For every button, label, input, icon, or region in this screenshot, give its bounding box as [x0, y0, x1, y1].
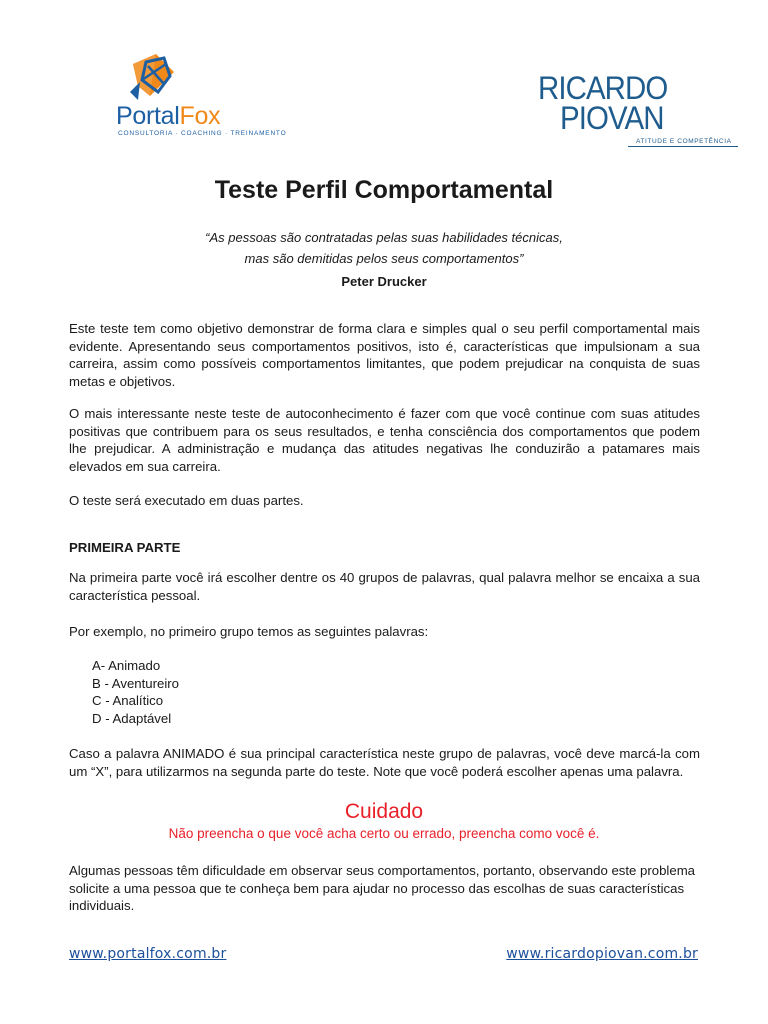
ricardo-piovan-logo — [536, 72, 736, 152]
warning-text: Não preencha o que você acha certo ou errado, preencha como você é. — [168, 826, 600, 841]
intro-paragraph-2: O mais interessante neste teste de autoconhecimento é fazer com que você continue com suas atitudes positivas que contribuem para os seus resultados, e tenha consciência dos comportamentos que podem lhe prejudicar. A administração e mudança das atitudes negativas lhe conduzirão a patamares mais elevados em sua carreira. — [69, 406, 700, 474]
intro-paragraph-1: Este teste tem como objetivo demonstrar de forma clara e simples qual o seu perfil comportamental mais evidente. Apresentando seus comportamentos positivos, isto é, características que impulsionam a sua carreira, assim como possíveis comportamentos limitantes, que podem prejudicar na conquista de suas metas e objetivos. — [69, 321, 700, 389]
intro-paragraph-3: O teste será executado em duas partes. — [69, 493, 304, 508]
ricardo-piovan-line2: PIOVAN — [560, 100, 664, 136]
document-title: Teste Perfil Comportamental — [214, 176, 554, 204]
section-paragraph-2: Por exemplo, no primeiro grupo temos as seguintes palavras: — [69, 624, 429, 639]
option-item: C - Analítico — [92, 693, 164, 709]
example-options-list — [92, 657, 179, 727]
portalfox-wordmark — [116, 104, 220, 129]
portalfox-logo — [112, 52, 287, 142]
option-item: A- Animado — [92, 658, 161, 673]
instruction-paragraph: Caso a palavra ANIMADO é sua principal característica neste grupo de palavras, você deve marcá-la com um “X”, para utilizarmos na segunda parte do teste. Note que você poderá escolher apenas uma palavra. — [69, 746, 700, 779]
ricardo-piovan-rule — [628, 146, 738, 147]
portalfox-emblem-icon — [128, 52, 178, 104]
ricardo-piovan-tagline: ATITUDE E COMPETÊNCIA — [636, 138, 732, 145]
ricardo-piovan-line1: RICARDO — [538, 70, 668, 106]
portalfox-tagline: CONSULTORIA · COACHING · TREINAMENTO — [118, 130, 287, 137]
quote-author: Peter Drucker — [341, 274, 427, 289]
section-heading: PRIMEIRA PARTE — [69, 540, 181, 555]
option-item: D - Adaptável — [92, 710, 172, 726]
option-item: B - Aventureiro — [92, 675, 179, 691]
portalfox-name-fox: Fox — [179, 102, 221, 130]
closing-paragraph: Algumas pessoas têm dificuldade em observar seus comportamentos, portanto, observando este problema solicite a uma pessoa que te conheça bem para ajudar no processo das escolhas de suas características individuais. — [69, 863, 696, 914]
quote-line-2: mas são demitidas pelos seus comportamentos” — [244, 251, 524, 266]
section-paragraph-1: Na primeira parte você irá escolher dentre os 40 grupos de palavras, qual palavra melhor se encaixa a sua característica pessoal. — [69, 570, 700, 603]
ricardopiovan-website-link[interactable]: www.ricardopiovan.com.br — [506, 946, 698, 962]
quote-line-1: “As pessoas são contratadas pelas suas habilidades técnicas, — [205, 230, 563, 245]
warning-title: Cuidado — [344, 800, 424, 823]
portalfox-name-portal: Portal — [116, 102, 180, 130]
portalfox-website-link[interactable]: www.portalfox.com.br — [69, 946, 227, 962]
